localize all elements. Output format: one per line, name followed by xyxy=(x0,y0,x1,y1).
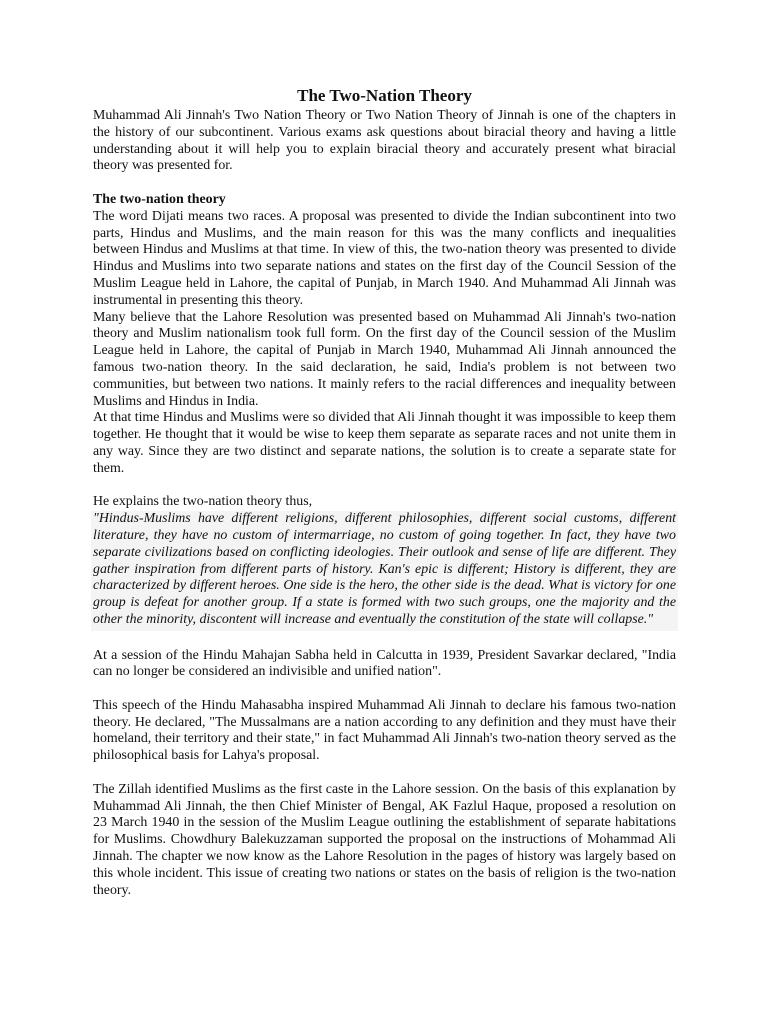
zillah-paragraph: The Zillah identified Muslims as the first caste in the Lahore session. On the basis of this explanation by Muhammad Ali Jinnah, the then Chief Minister of Bengal, AK Fazlul Haque, proposed a resolution on 23 March 1940 in the session of the Muslim League outlining the establishment of separate habitations for Muslims. Chowdhury Balekuzzaman supported the proposal on the instructions of Mohammad Ali Jinnah. The chapter we now know as the Lahore Resolution in the pages of history was largely based on this whole incident. This issue of creating two nations or states on the basis of religion is the two-nation theory. xyxy=(93,781,676,898)
body-paragraph-1: The word Dijati means two races. A proposal was presented to divide the Indian subcontinent into two parts, Hindus and Muslims, and the main reason for this was the many conflicts and inequalities between Hindus and Muslims at that time. In view of this, the two-nation theory was presented to divide Hindus and Muslims into two separate nations and states on the first day of the Council Session of the Muslim League held in Lahore, the capital of Punjab, in March 1940. And Muhammad Ali Jinnah was instrumental in presenting this theory. xyxy=(93,208,676,308)
savarkar-paragraph: At a session of the Hindu Mahajan Sabha held in Calcutta in 1939, President Savarkar declared, "India can no longer be considered an indivisible and unified nation". xyxy=(93,647,676,680)
intro-paragraph: Muhammad Ali Jinnah's Two Nation Theory or Two Nation Theory of Jinnah is one of the chapters in the history of our subcontinent. Various exams ask questions about biracial theory and having a little understanding about it will help you to explain biracial theory and accurately present what biracial theory was presented for. xyxy=(93,108,676,174)
paragraph-gap xyxy=(93,175,676,192)
paragraph-gap xyxy=(93,478,676,495)
paragraph-gap xyxy=(93,681,676,698)
section-heading: The two-nation theory xyxy=(93,191,226,207)
paragraph-gap xyxy=(93,631,676,648)
mahasabha-paragraph: This speech of the Hindu Mahasabha inspired Muhammad Ali Jinnah to declare his famous two-nation theory. He declared, "The Mussalmans are a nation according to any definition and they must have their homeland, their territory and their state," in fact Muhammad Ali Jinnah's two-nation theory served as the philosophical basis for Lahya's proposal. xyxy=(93,697,676,764)
document-page xyxy=(93,85,676,899)
document-title: The Two-Nation Theory xyxy=(297,86,472,105)
paragraph-gap xyxy=(93,765,676,782)
block-quote: "Hindus-Muslims have different religions, different philosophies, different social customs, different literature, they have no custom of intermarriage, no custom of going together. In fact, they have two separate civilizations based on conflicting ideologies. Their outlook and sense of life are different. They gather inspiration from different parts of history. Kan's epic is different; History is different, they are characterized by different heroes. One side is the hero, the other side is the dead. What is victory for one group is defeat for another group. If a state is formed with two such groups, one the majority and the other the minority, discontent will increase and eventually the constitution of the state will collapse." xyxy=(91,511,678,631)
quote-intro: He explains the two-nation theory thus, xyxy=(93,494,313,510)
body-paragraph-2: Many believe that the Lahore Resolution was presented based on Muhammad Ali Jinnah's two-nation theory and Muslim nationalism took full form. On the first day of the Council session of the Muslim League held in Lahore, the capital of Punjab in March 1940, Muhammad Ali Jinnah announced the famous two-nation theory. In the said declaration, he said, India's problem is not between two communities, but between two nations. It mainly refers to the racial differences and inequality between Muslims and Hindus in India. xyxy=(93,309,676,409)
body-paragraph-3: At that time Hindus and Muslims were so divided that Ali Jinnah thought it was impossible to keep them together. He thought that it would be wise to keep them separate as separate races and not unite them in any way. Since they are two distinct and separate nations, the solution is to create a separate state for them. xyxy=(93,410,676,476)
